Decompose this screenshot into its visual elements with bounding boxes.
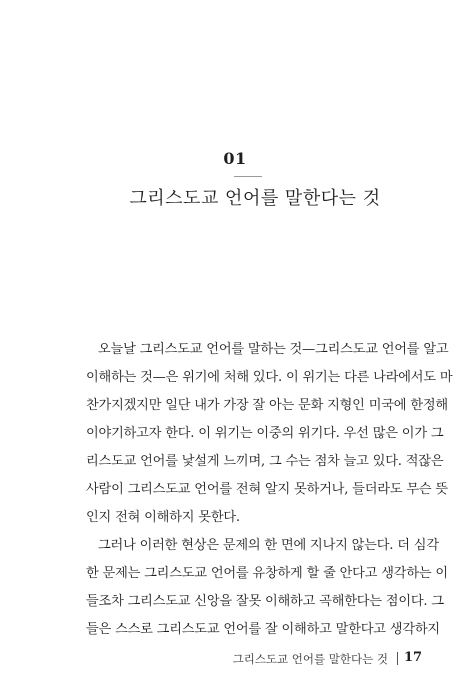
chapter-number: 01 — [223, 149, 247, 168]
running-footer-title: 그리스도교 언어를 말한다는 것 — [232, 652, 388, 666]
body-line: 한 문제는 그리스도교 언어를 유창하게 할 줄 안다고 생각하는 이 — [86, 566, 448, 581]
body-line: 찬가지겠지만 일단 내가 가장 잘 아는 문화 지형인 미국에 한정해 — [86, 398, 448, 413]
chapter-title: 그리스도교 언어를 말한다는 것 — [129, 188, 381, 209]
body-line: 들조차 그리스도교 신앙을 잘못 이해하고 곡해한다는 점이다. 그 — [86, 594, 444, 609]
body-line: 리스도교 언어를 낯설게 느끼며, 그 수는 점차 늘고 있다. 적잖은 — [86, 454, 444, 469]
body-line: 이해하는 것—은 위기에 처해 있다. 이 위기는 다른 나라에서도 마 — [86, 370, 453, 385]
body-line: 이야기하고자 한다. 이 위기는 이중의 위기다. 우선 많은 이가 그 — [86, 426, 444, 441]
body-line: 오늘날 그리스도교 언어를 말하는 것—그리스도교 언어를 알고 — [98, 342, 449, 357]
body-line: 인지 전혀 이해하지 못한다. — [86, 510, 240, 525]
body-line: 그러나 이러한 현상은 문제의 한 면에 지나지 않는다. 더 심각 — [98, 538, 439, 553]
body-line: 들은 스스로 그리스도교 언어를 잘 이해하고 말한다고 생각하지 — [86, 622, 440, 637]
chapter-rule — [234, 176, 262, 177]
page-number: 17 — [404, 650, 423, 665]
footer-separator — [397, 652, 398, 665]
body-line: 사람이 그리스도교 언어를 전혀 알지 못하거나, 들더라도 무슨 뜻 — [86, 482, 448, 497]
